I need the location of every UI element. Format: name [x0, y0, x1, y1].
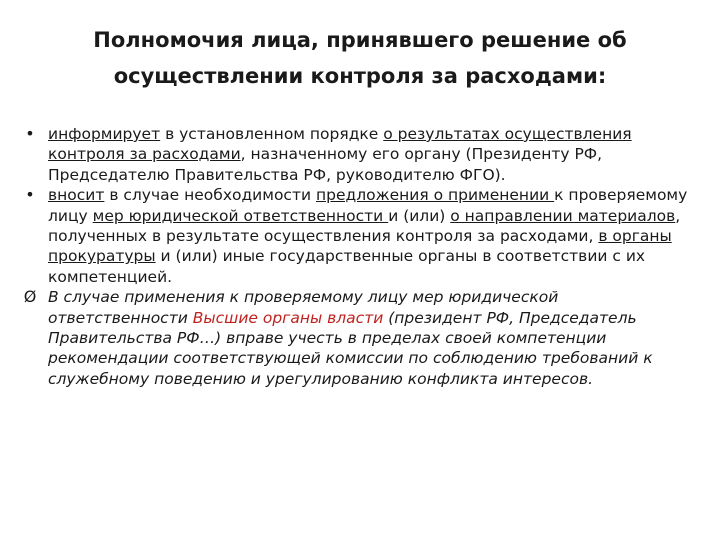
term-liability: мер юридической ответственности — [92, 206, 389, 225]
text-segment: , назначенному его органу (Президенту РФ, Председателю Правительства РФ, руководителю ФГО). — [48, 145, 603, 184]
term-proposals: предложения о применении — [316, 186, 555, 205]
text-segment: в случае необходимости — [104, 186, 316, 205]
term-prosecutors: в органы прокуратуры — [48, 227, 672, 266]
slide-title — [40, 22, 680, 94]
text-segment: к проверяемому лицу — [48, 186, 688, 225]
bullet-item-authorities — [18, 287, 698, 389]
title-line-2: осуществлении контроля за расходами: — [113, 64, 607, 88]
term-results: о результатах осуществления контроля за расходами — [48, 125, 632, 164]
term-informs: информирует — [48, 125, 161, 143]
term-highest-authorities: Высшие органы власти — [192, 308, 384, 327]
text-segment: и (или) — [388, 206, 451, 225]
arrow-bullet-icon: Ø — [23, 287, 37, 307]
bullet-list — [18, 124, 698, 389]
text-segment: В случае применения к проверяемому лицу мер юридической ответственности — [48, 288, 559, 327]
bullet-dot-icon: • — [25, 185, 35, 205]
title-line-1: Полномочия лица, принявшего решение об — [93, 28, 627, 52]
bullet-dot-icon: • — [25, 124, 35, 143]
text-segment: и (или) иные государственные органы в соответствии с их компетенцией. — [48, 247, 646, 286]
text-segment: , полученных в результате осуществления контроля за расходами, — [48, 206, 681, 246]
text-segment: (президент РФ, Председатель Правительства РФ…) вправе учесть в пределах своей компетенции рекомендации соответствующей комиссии по соблюдению требований к служебному поведению и урегулированию конфликта интересов. — [48, 308, 653, 388]
bullet-item-submit — [18, 185, 698, 287]
bullet-item-inform — [18, 124, 698, 185]
text-segment: в установленном порядке — [160, 125, 384, 143]
term-materials: о направлении материалов — [450, 206, 676, 225]
term-submits: вносит — [48, 186, 105, 205]
